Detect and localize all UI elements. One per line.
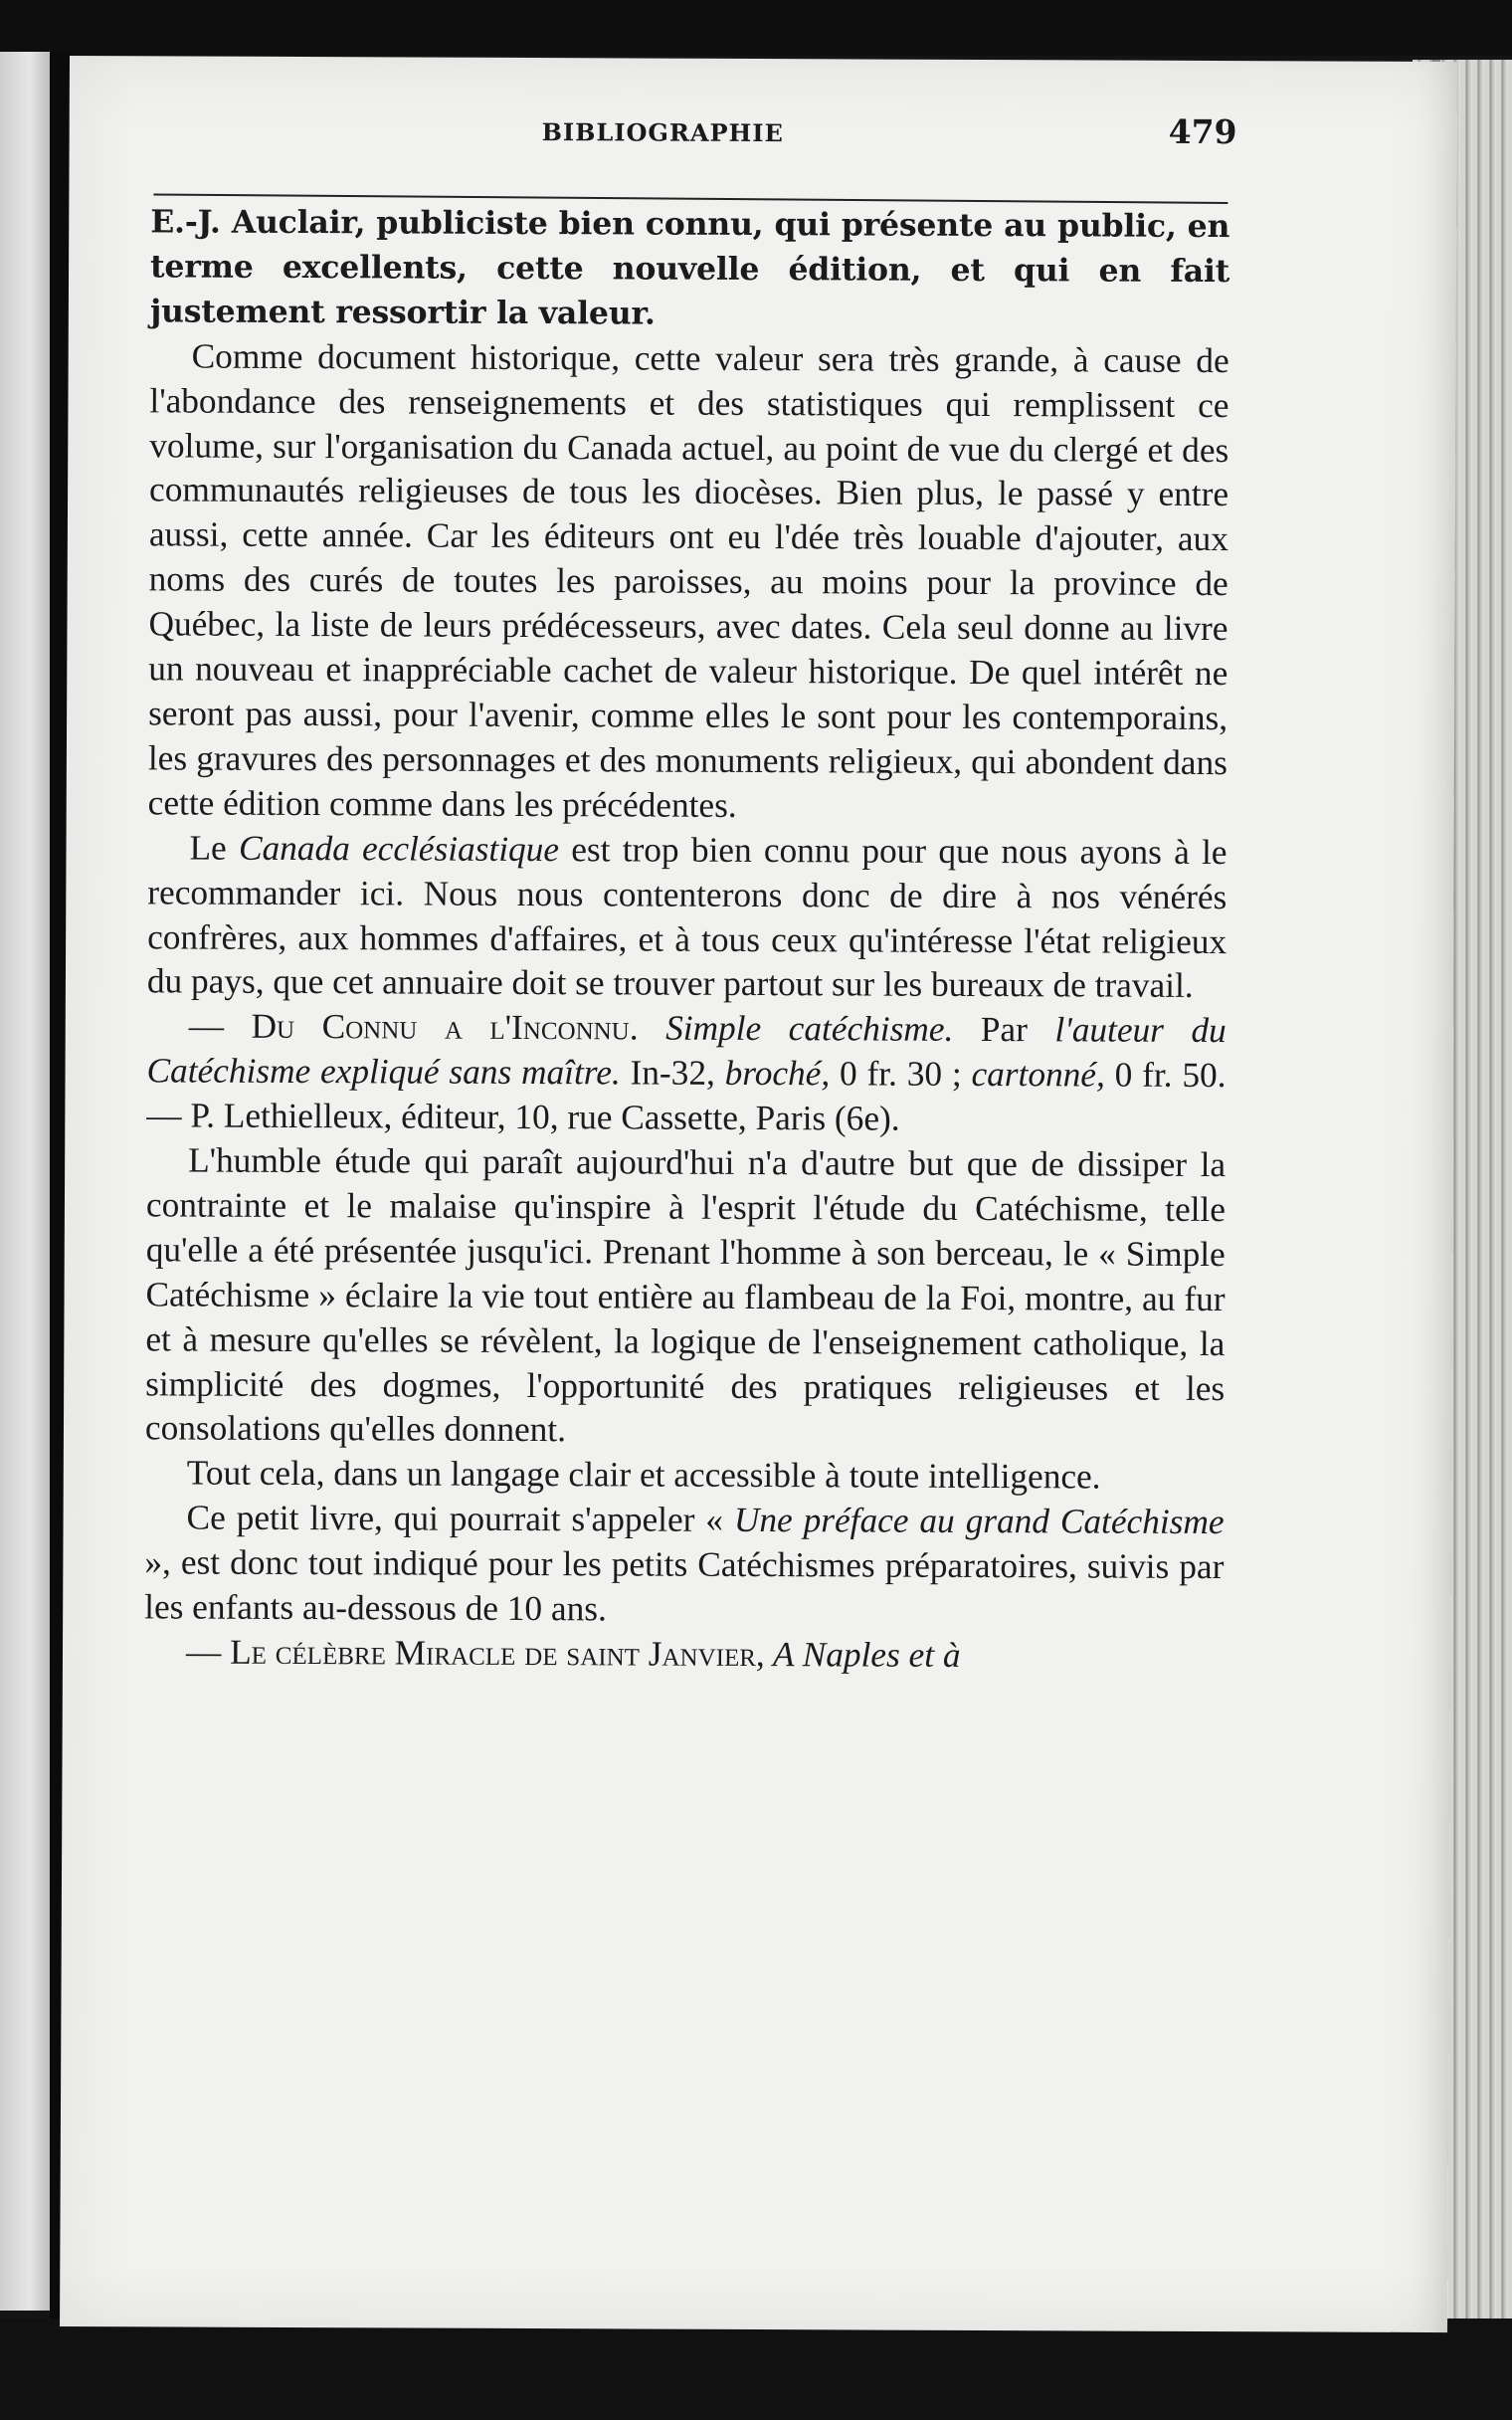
running-head-title: BIBLIOGRAPHIE [541, 117, 784, 148]
p4-author: l'auteur du Catéchisme expliqué sans maître. [146, 1010, 1227, 1093]
paragraph-6: Tout cela, dans un langage clair et accessible à toute intelligence. [186, 1453, 1101, 1497]
p7-italic-title: Une préface au grand Catéchisme [733, 1501, 1225, 1542]
paragraph-8-entry [144, 1630, 1224, 1680]
p4-text-c: 0 fr. 30 ; [830, 1054, 972, 1095]
p8-dash: — [185, 1632, 231, 1672]
p4-text-b: In-32, [620, 1053, 725, 1094]
p3-text-b: est trop bien connu pour que nous ayons à le recommander ici. Nous nous contenterons donc de dire à nos vénérés confrères, aux hommes d'affaires, et à tous ceux qu'intéresse l'état religieux du pays, que cet annuaire doit se trouver partout sur les bureaux de travail. [146, 829, 1228, 1006]
previous-page-edge [0, 52, 50, 2311]
running-head [70, 56, 1237, 152]
p7-text-a: Ce petit livre, qui pourrait s'appeler « [186, 1498, 735, 1540]
p4-binding-1: broché, [724, 1054, 831, 1094]
p7-text-b: », est donc tout indiqué pour les petits Catéchismes préparatoires, suivis par les enfants au-dessous de 10 ans. [144, 1542, 1225, 1629]
p4-entry-title: Du Connu a l'Inconnu. [251, 1007, 639, 1048]
p8-entry-title: Le célèbre Miracle de saint Janvier, [230, 1632, 765, 1675]
paragraph-5: L'humble étude qui paraît aujourd'hui n'a d'autre but que de dissiper la contrainte et le malaise qu'inspire à l'esprit l'étude du Catéchisme, telle qu'elle a été présentée jusqu'ici. Prenant l'homme à son berceau, le « Simple Catéchisme » éclaire la vie tout entière au flambeau de la Foi, montre, au fur et à mesure qu'elles se révèlent, la logique de l'enseignement catholique, la simplicité des dogmes, l'opportunité des pratiques religieuses et les consolations qu'elles donnent. [144, 1140, 1227, 1450]
paragraph-3 [147, 826, 1228, 1009]
p4-dash: — [188, 1006, 252, 1047]
paragraph-1: E.-J. Auclair, publiciste bien connu, qui présente au public, en terme excellents, cette nouvelle édition, et qui en fait justement ressortir la valeur. [149, 203, 1230, 332]
page-number: 479 [1168, 111, 1237, 152]
page-body [144, 200, 1229, 1680]
paragraph-4-entry [146, 1005, 1227, 1143]
p8-italic-continued: A Naples et à [764, 1635, 961, 1675]
paragraph-2: Comme document historique, cette valeur sera très grande, à cause de l'abondance des renseignements et des statistiques qui remplissent ce volume, sur l'organisation du Canada actuel, au point de vue du clergé et des communautés religieuses de tous les diocèses. Bien plus, le passé y entre aussi, cette année. Car les éditeurs ont eu l'dée très louable d'ajouter, aux noms des curés de toutes les paroisses, au moins pour la province de Québec, la liste de leurs prédécesseurs, avec dates. Cela seul donne au livre un nouveau et inappréciable cachet de valeur historique. De quel intérêt ne seront pas aussi, pour l'avenir, comme elles le sont pour les contemporains, les gravures des personnages et des monuments religieux, qui abondent dans cette édition comme dans les précédentes. [147, 336, 1229, 825]
p4-text-d: 0 fr. 50. — P. Lethielleux, éditeur, 10, rue Cassette, Paris (6e). [146, 1055, 1227, 1138]
scan-bottom-border [0, 2319, 1512, 2420]
p4-text-a: Par [953, 1010, 1055, 1050]
p3-text-a: Le [189, 828, 240, 868]
p4-subtitle: Simple catéchisme. [638, 1008, 954, 1050]
p3-italic-title: Canada ecclésiastique [238, 828, 560, 869]
p4-binding-2: cartonné, [971, 1055, 1105, 1095]
scan-top-border [0, 0, 1512, 56]
page-sheet [60, 56, 1457, 2332]
paragraph-7 [144, 1497, 1225, 1635]
